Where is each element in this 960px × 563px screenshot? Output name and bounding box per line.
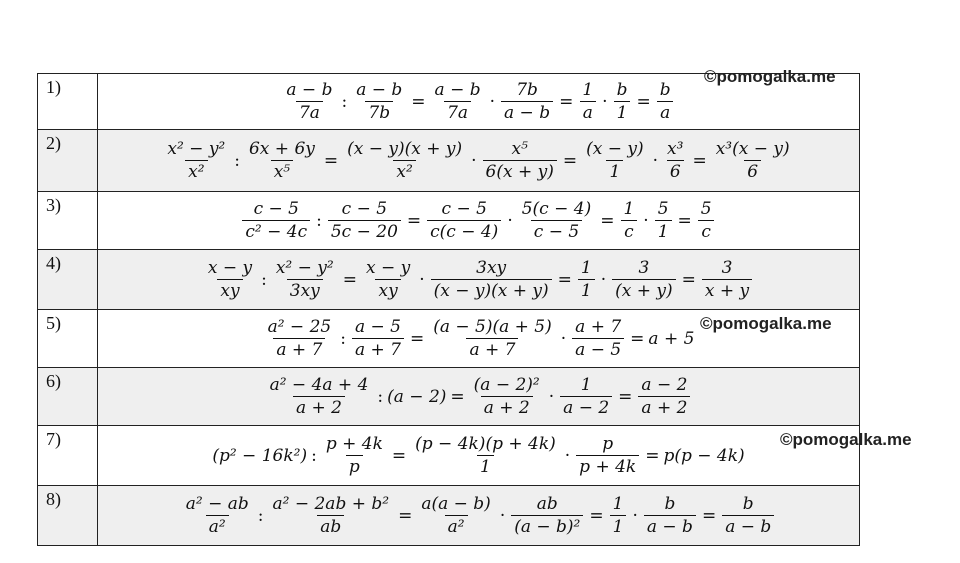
denominator: a + 2 <box>638 396 690 418</box>
numerator: b <box>616 80 628 100</box>
operator: : <box>341 91 348 112</box>
fraction <box>363 258 413 301</box>
denominator: (a − b)² <box>511 515 583 537</box>
operator: = <box>677 210 692 231</box>
operator: = <box>681 269 696 290</box>
equation-line <box>240 199 716 242</box>
numerator: 3xy <box>476 258 507 278</box>
operator: : <box>261 269 267 290</box>
operator: · <box>632 505 638 526</box>
fraction <box>273 258 337 301</box>
operator: · <box>652 150 659 171</box>
operator: · <box>419 269 425 290</box>
operator: · <box>564 445 571 466</box>
row-expression <box>98 250 860 310</box>
denominator: 1 <box>610 515 627 537</box>
equation-line <box>162 139 794 182</box>
watermark-3: ©pomogalka.me <box>780 430 912 449</box>
fraction <box>483 139 557 182</box>
operator: = <box>636 91 651 112</box>
operator: = <box>600 210 615 231</box>
numerator: 6x + 6y <box>248 139 315 159</box>
fraction <box>242 199 310 242</box>
denominator: a − 2 <box>560 396 612 418</box>
denominator: a − b <box>501 101 553 123</box>
numerator: 1 <box>623 199 635 219</box>
fraction <box>620 199 637 242</box>
operator: · <box>643 210 649 231</box>
numerator: 1 <box>582 80 594 100</box>
operator: = <box>630 328 645 349</box>
denominator: 1 <box>655 220 672 242</box>
denominator: (x − y)(x + y) <box>431 279 552 301</box>
fraction <box>431 258 552 301</box>
fraction <box>638 375 690 418</box>
numerator: x³(x − y) <box>715 139 790 159</box>
denominator: a + 2 <box>481 396 533 418</box>
denominator: 3xy <box>287 279 323 301</box>
numerator: x² − y² <box>167 139 226 159</box>
expression-term: p(p − 4k) <box>663 445 745 466</box>
operator: · <box>507 210 513 231</box>
denominator: 6(x + y) <box>483 160 557 182</box>
solution-row <box>38 250 860 310</box>
equation-line <box>181 494 777 537</box>
numerator: a − b <box>356 80 403 100</box>
fraction <box>698 199 715 242</box>
fraction <box>432 80 484 123</box>
denominator: 7a <box>296 101 323 123</box>
denominator: c² − 4c <box>242 220 310 242</box>
operator: = <box>645 445 660 466</box>
watermark-1: ©pomogalka.me <box>704 67 836 86</box>
denominator: 6 <box>744 160 761 182</box>
denominator: x⁵ <box>271 160 293 182</box>
denominator: a + 7 <box>352 338 404 360</box>
denominator: a − 5 <box>572 338 624 360</box>
fraction <box>283 80 335 123</box>
expression-term: (p² − 16k²) <box>212 445 308 466</box>
numerator: 3 <box>638 258 650 278</box>
numerator: 5 <box>700 199 712 219</box>
solution-row <box>38 368 860 426</box>
numerator: a − 5 <box>354 317 401 337</box>
row-number: 5) <box>38 310 98 368</box>
fraction <box>583 139 647 182</box>
solution-row <box>38 130 860 192</box>
fraction <box>328 199 401 242</box>
fraction <box>511 494 583 537</box>
numerator: 1 <box>612 494 624 514</box>
numerator: c − 5 <box>441 199 487 219</box>
fraction <box>578 258 595 301</box>
denominator: c − 5 <box>531 220 582 242</box>
operator: : <box>316 210 322 231</box>
numerator: 7b <box>516 80 538 100</box>
numerator: 5 <box>657 199 669 219</box>
numerator: x² − y² <box>275 258 334 278</box>
row-expression <box>98 426 860 486</box>
numerator: a² − 4a + 4 <box>269 375 369 395</box>
fraction <box>560 375 612 418</box>
numerator: c − 5 <box>253 199 299 219</box>
fraction <box>418 494 493 537</box>
numerator: ab <box>536 494 558 514</box>
equation-line <box>212 434 744 477</box>
operator: · <box>600 269 607 290</box>
equation-line <box>263 317 695 360</box>
solution-row <box>38 426 860 486</box>
denominator: 6 <box>667 160 684 182</box>
operator: · <box>471 150 477 171</box>
denominator: p <box>346 455 363 477</box>
fraction <box>614 80 631 123</box>
denominator: a + 7 <box>466 338 518 360</box>
row-number: 2) <box>38 130 98 192</box>
denominator: c(c − 4) <box>427 220 501 242</box>
fraction <box>352 317 404 360</box>
denominator: 1 <box>614 101 631 123</box>
numerator: a² − 25 <box>267 317 332 337</box>
operator: · <box>499 505 506 526</box>
operator: : <box>340 328 346 349</box>
numerator: (x − y) <box>586 139 644 159</box>
denominator: a² <box>445 515 468 537</box>
fraction <box>353 80 405 123</box>
numerator: a² − 2ab + b² <box>272 494 390 514</box>
operator: = <box>589 505 604 526</box>
fraction <box>722 494 774 537</box>
operator: = <box>557 269 572 290</box>
fraction <box>323 434 386 477</box>
equation-line <box>265 375 693 418</box>
fraction <box>501 80 553 123</box>
denominator: 7b <box>365 101 393 123</box>
denominator: a <box>657 101 673 123</box>
denominator: (x + y) <box>612 279 676 301</box>
operator: : <box>234 150 240 171</box>
numerator: x − y <box>207 258 253 278</box>
operator: = <box>391 445 407 466</box>
operator: = <box>398 505 413 526</box>
fraction <box>657 80 674 123</box>
row-expression <box>98 130 860 192</box>
fraction <box>164 139 228 182</box>
expression-term: a + 5 <box>648 328 695 349</box>
fraction <box>412 434 559 477</box>
denominator: ab <box>317 515 344 537</box>
operator: = <box>450 386 465 407</box>
numerator: b <box>742 494 754 514</box>
denominator: x² <box>393 160 415 182</box>
operator: = <box>406 210 422 231</box>
numerator: 3 <box>721 258 733 278</box>
operator: = <box>323 150 339 171</box>
numerator: 1 <box>580 375 592 395</box>
denominator: xy <box>375 279 400 301</box>
numerator: p <box>602 434 614 454</box>
numerator: 1 <box>580 258 592 278</box>
row-number: 6) <box>38 368 98 426</box>
fraction <box>427 199 501 242</box>
denominator: 1 <box>606 160 623 182</box>
operator: = <box>701 505 717 526</box>
fraction <box>205 258 255 301</box>
numerator: (x − y)(x + y) <box>347 139 463 159</box>
denominator: a + 7 <box>273 338 325 360</box>
numerator: (p − 4k)(p + 4k) <box>415 434 556 454</box>
numerator: b <box>664 494 676 514</box>
operator: : <box>257 505 264 526</box>
denominator: a − b <box>644 515 696 537</box>
watermark-2: ©pomogalka.me <box>700 314 832 333</box>
fraction <box>265 317 335 360</box>
denominator: x² <box>185 160 207 182</box>
row-number: 3) <box>38 192 98 250</box>
fraction <box>702 258 752 301</box>
equation-line <box>281 80 675 123</box>
solutions-table <box>37 73 860 546</box>
fraction <box>519 199 594 242</box>
fraction <box>576 434 639 477</box>
fraction <box>610 494 627 537</box>
fraction <box>471 375 543 418</box>
row-expression <box>98 486 860 546</box>
operator: = <box>562 150 578 171</box>
denominator: a + 2 <box>293 396 345 418</box>
fraction <box>612 258 676 301</box>
numerator: c − 5 <box>341 199 388 219</box>
operator: = <box>409 328 425 349</box>
denominator: c <box>698 220 714 242</box>
expression-term: (a − 2) <box>387 386 447 407</box>
fraction <box>269 494 392 537</box>
numerator: p + 4k <box>325 434 383 454</box>
solution-row <box>38 486 860 546</box>
operator: = <box>411 91 426 112</box>
denominator: 1 <box>578 279 595 301</box>
numerator: a − 2 <box>641 375 688 395</box>
numerator: a(a − b) <box>421 494 491 514</box>
numerator: a − b <box>434 80 481 100</box>
fraction <box>246 139 318 182</box>
numerator: x − y <box>365 258 411 278</box>
operator: : <box>311 445 317 466</box>
row-number: 1) <box>38 74 98 130</box>
numerator: a + 7 <box>575 317 622 337</box>
denominator: a² <box>206 515 229 537</box>
fraction <box>430 317 555 360</box>
operator: : <box>377 386 384 407</box>
denominator: x + y <box>702 279 752 301</box>
row-number: 8) <box>38 486 98 546</box>
operator: = <box>342 269 357 290</box>
row-number: 4) <box>38 250 98 310</box>
denominator: p + 4k <box>576 455 639 477</box>
operator: = <box>618 386 633 407</box>
denominator: xy <box>217 279 242 301</box>
fraction <box>644 494 696 537</box>
denominator: a <box>580 101 596 123</box>
operator: · <box>489 91 496 112</box>
fraction <box>572 317 624 360</box>
denominator: 1 <box>477 455 494 477</box>
denominator: c <box>621 220 637 242</box>
numerator: b <box>659 80 671 100</box>
numerator: 5(c − 4) <box>521 199 592 219</box>
operator: · <box>560 328 567 349</box>
numerator: a² − ab <box>185 494 249 514</box>
numerator: x⁵ <box>511 139 528 159</box>
operator: · <box>602 91 608 112</box>
denominator: a − b <box>722 515 774 537</box>
denominator: 7a <box>444 101 471 123</box>
fraction <box>183 494 252 537</box>
fraction <box>267 375 372 418</box>
fraction <box>655 199 672 242</box>
row-expression <box>98 192 860 250</box>
numerator: (a − 2)² <box>473 375 540 395</box>
operator: = <box>559 91 574 112</box>
numerator: (a − 5)(a + 5) <box>433 317 552 337</box>
numerator: a − b <box>286 80 333 100</box>
fraction <box>664 139 686 182</box>
row-number: 7) <box>38 426 98 486</box>
fraction <box>713 139 793 182</box>
numerator: x³ <box>667 139 684 159</box>
operator: = <box>692 150 707 171</box>
denominator: 5c − 20 <box>328 220 401 242</box>
fraction <box>579 80 596 123</box>
equation-line <box>203 258 754 301</box>
row-expression <box>98 368 860 426</box>
fraction <box>344 139 465 182</box>
operator: · <box>548 386 555 407</box>
solution-row <box>38 192 860 250</box>
